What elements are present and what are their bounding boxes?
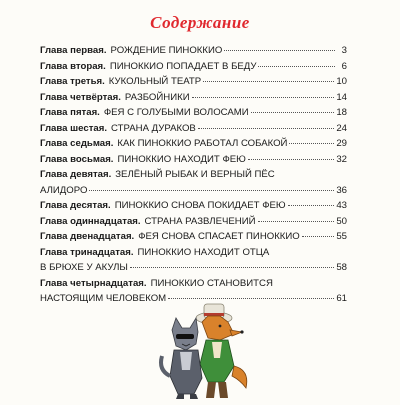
chapter-label: Глава тринадцатая. bbox=[40, 246, 134, 258]
chapter-title: РАЗБОЙНИКИ bbox=[124, 91, 190, 103]
table-of-contents bbox=[40, 43, 347, 307]
page-number: 14 bbox=[336, 91, 347, 103]
chapter-title-continued: В БРЮХЕ У АКУЛЫ bbox=[40, 262, 128, 273]
dot-leader bbox=[258, 66, 335, 67]
dot-leader bbox=[302, 236, 335, 237]
chapter-title: ПИНОККИО НАХОДИТ ОТЦА bbox=[137, 246, 270, 258]
dot-leader bbox=[130, 267, 334, 268]
toc-entry-10[interactable] bbox=[40, 198, 347, 214]
toc-entry-4[interactable] bbox=[40, 90, 347, 106]
chapter-label: Глава девятая. bbox=[40, 169, 112, 180]
page-number: 50 bbox=[336, 215, 347, 227]
chapter-title: РОЖДЕНИЕ ПИНОККИО bbox=[110, 45, 223, 56]
chapter-title: ФЕЯ СНОВА СПАСАЕТ ПИНОККИО bbox=[138, 231, 300, 242]
dot-leader bbox=[192, 97, 335, 98]
page-number: 3 bbox=[341, 45, 347, 56]
page-number: 43 bbox=[336, 200, 347, 211]
chapter-label: Глава четвёртая. bbox=[40, 91, 121, 103]
page-number: 32 bbox=[336, 153, 347, 165]
toc-entry-13-continued[interactable] bbox=[40, 260, 347, 276]
chapter-title: СТРАНА ДУРАКОВ bbox=[111, 122, 196, 134]
toc-entry-9-continued[interactable] bbox=[40, 183, 347, 199]
page-number: 10 bbox=[336, 76, 347, 87]
toc-entry-5[interactable] bbox=[40, 105, 347, 121]
page-title: Содержание bbox=[150, 13, 250, 32]
toc-entry-14[interactable] bbox=[40, 276, 347, 292]
toc-entry-1[interactable] bbox=[40, 43, 347, 59]
chapter-label: Глава восьмая. bbox=[40, 153, 114, 165]
dot-leader bbox=[203, 81, 334, 82]
chapter-label: Глава первая. bbox=[40, 45, 107, 56]
chapter-title-continued: АЛИДОРО bbox=[40, 184, 88, 196]
chapter-label: Глава третья. bbox=[40, 76, 105, 87]
dot-leader bbox=[168, 298, 334, 299]
toc-entry-9[interactable] bbox=[40, 167, 347, 183]
dot-leader bbox=[89, 190, 334, 191]
chapter-title: ПИНОККИО НАХОДИТ ФЕЮ bbox=[117, 153, 246, 165]
toc-entry-3[interactable] bbox=[40, 74, 347, 90]
page-number: 29 bbox=[336, 138, 347, 149]
page-number: 18 bbox=[336, 107, 347, 118]
chapter-title: ФЕЯ С ГОЛУБЫМИ ВОЛОСАМИ bbox=[103, 107, 249, 118]
chapter-label: Глава двенадцатая. bbox=[40, 231, 135, 242]
dot-leader bbox=[258, 221, 335, 222]
page-number: 55 bbox=[336, 231, 347, 242]
toc-entry-11[interactable] bbox=[40, 214, 347, 230]
chapter-label: Глава одиннадцатая. bbox=[40, 215, 141, 227]
dot-leader bbox=[198, 128, 334, 129]
chapter-title-continued: НАСТОЯЩИМ ЧЕЛОВЕКОМ bbox=[40, 293, 167, 304]
dot-leader bbox=[251, 112, 335, 113]
chapter-title: КАК ПИНОККИО РАБОТАЛ СОБАКОЙ bbox=[117, 138, 288, 149]
chapter-title: ЗЕЛЁНЫЙ РЫБАК И ВЕРНЫЙ ПЁС bbox=[115, 169, 275, 180]
chapter-label: Глава десятая. bbox=[40, 200, 111, 211]
page-number: 61 bbox=[336, 293, 347, 304]
toc-entry-12[interactable] bbox=[40, 229, 347, 245]
page-number: 36 bbox=[336, 184, 347, 196]
chapter-label: Глава вторая. bbox=[40, 60, 106, 72]
chapter-title: КУКОЛЬНЫЙ ТЕАТР bbox=[108, 76, 202, 87]
toc-entry-6[interactable] bbox=[40, 121, 347, 137]
page-number: 24 bbox=[336, 122, 347, 134]
page-number: 6 bbox=[341, 60, 347, 72]
chapter-title: ПИНОККИО СТАНОВИТСЯ bbox=[150, 277, 273, 289]
dot-leader bbox=[288, 205, 335, 206]
dot-leader bbox=[248, 159, 334, 160]
page-number: 58 bbox=[336, 262, 347, 273]
dot-leader bbox=[289, 143, 334, 144]
toc-entry-13[interactable] bbox=[40, 245, 347, 261]
toc-entry-7[interactable] bbox=[40, 136, 347, 152]
dot-leader bbox=[224, 50, 335, 51]
chapter-label: Глава шестая. bbox=[40, 122, 108, 134]
chapter-label: Глава четырнадцатая. bbox=[40, 277, 147, 289]
fox-and-cat-illustration bbox=[150, 300, 260, 400]
chapter-label: Глава пятая. bbox=[40, 107, 100, 118]
illustration-drawing bbox=[150, 300, 260, 400]
toc-entry-8[interactable] bbox=[40, 152, 347, 168]
chapter-label: Глава седьмая. bbox=[40, 138, 114, 149]
chapter-title: ПИНОККИО СНОВА ПОКИДАЕТ ФЕЮ bbox=[114, 200, 286, 211]
chapter-title: СТРАНА РАЗВЛЕЧЕНИЙ bbox=[144, 215, 256, 227]
chapter-title: ПИНОККИО ПОПАДАЕТ В БЕДУ bbox=[109, 60, 257, 72]
toc-entry-2[interactable] bbox=[40, 59, 347, 75]
